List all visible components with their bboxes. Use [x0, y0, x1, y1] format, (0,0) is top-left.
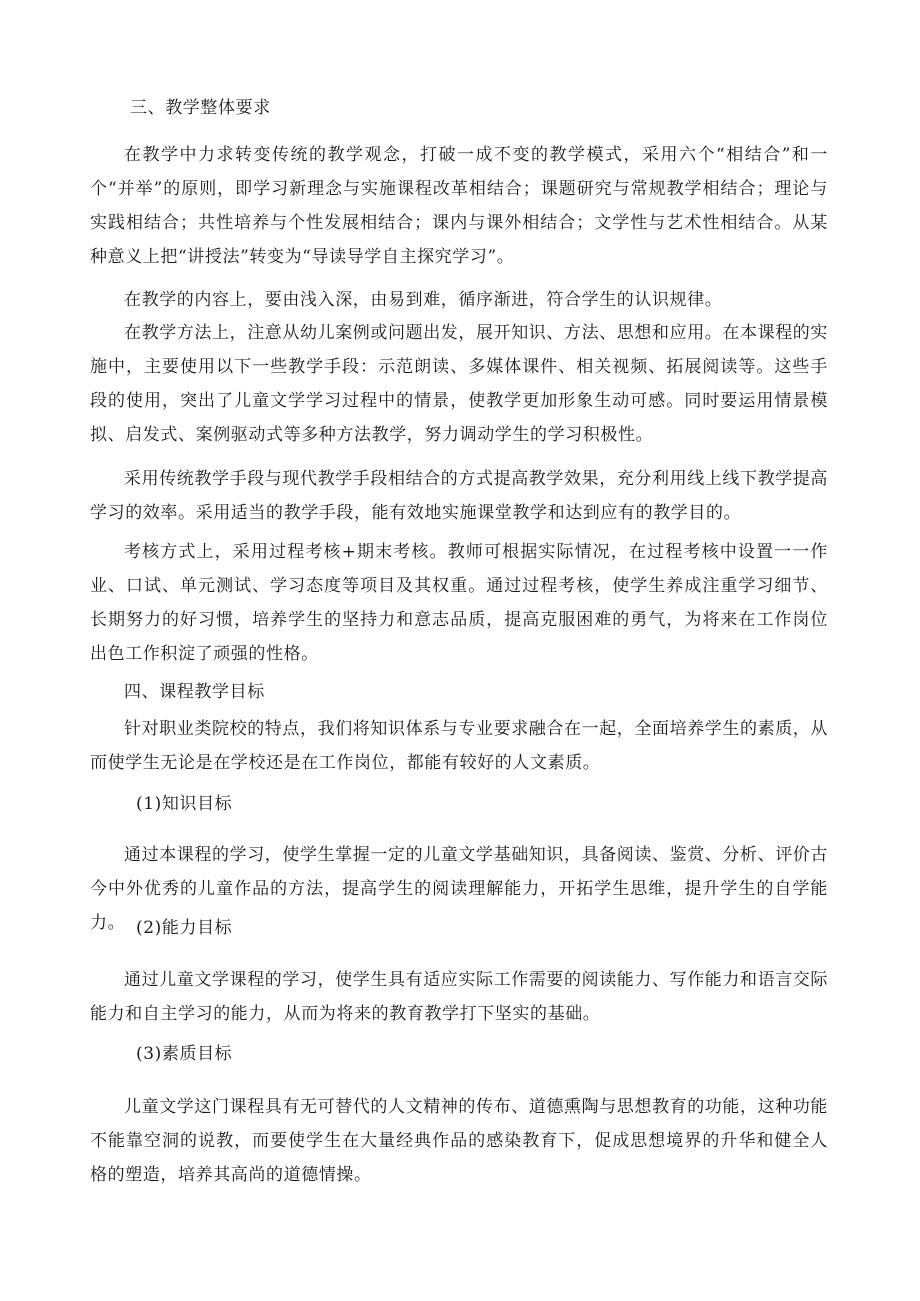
- knowledge-goal-heading: (1)知识目标: [136, 794, 233, 814]
- ability-goal-heading: (2)能力目标: [136, 918, 233, 938]
- quality-goal-heading: (3)素质目标: [136, 1044, 233, 1064]
- paragraph-course-goal: 针对职业类院校的特点，我们将知识体系与专业要求融合在一起，全面培养学生的素质，从而使学生无论是在学校还是在工作岗位，都能有较好的人文素质。: [90, 719, 828, 773]
- paragraph-teaching-method: 在教学方法上，注意从幼儿案例或问题出发，展开知识、方法、思想和应用。在本课程的实施中，主要使用以下一些教学手段：示范朗读、多媒体课件、相关视频、拓展阅读等。这些手段的使用，突出了儿童文学学习过程中的情景，使教学更加形象生动可感。同时要运用情景模拟、启发式、案例驱动式等多种方法教学，努力调动学生的学习积极性。: [90, 323, 828, 445]
- paragraph-teaching-means: 采用传统教学手段与现代教学手段相结合的方式提高教学效果，充分利用线上线下教学提高学习的效率。采用适当的教学手段，能有效地实施课堂教学和达到应有的教学目的。: [90, 469, 828, 523]
- paragraph-ability-goal: 通过儿童文学课程的学习，使学生具有适应实际工作需要的阅读能力、写作能力和语言交际能力和自主学习的能力，从而为将来的教育教学打下坚实的基础。: [90, 970, 828, 1024]
- paragraph-teaching-content: 在教学的内容上，要由浅入深，由易到难，循序渐进，符合学生的认识规律。: [124, 290, 723, 310]
- paragraph-teaching-concept: 在教学中力求转变传统的教学观念，打破一成不变的教学模式，采用六个“相结合”和一个“并举”的原则，即学习新理念与实施课程改革相结合；课题研究与常规教学相结合；理论与实践相结合；共性培养与个性发展相结合；课内与课外相结合；文学性与艺术性相结合。从某种意义上把“讲授法”转变为“导读导学自主探究学习”。: [90, 145, 828, 267]
- paragraph-knowledge-goal: 通过本课程的学习，使学生掌握一定的儿童文学基础知识，具备阅读、鉴赏、分析、评价古今中外优秀的儿童作品的方法，提高学生的阅读理解能力，开拓学生思维，提升学生的自学能力。: [90, 845, 828, 933]
- paragraph-quality-goal: 儿童文学这门课程具有无可替代的人文精神的传布、道德熏陶与思想教育的功能，这种功能不能靠空洞的说教，而要使学生在大量经典作品的感染教育下，促成思想境界的升华和健全人格的塑造，培养其高尚的道德情操。: [90, 1097, 828, 1185]
- section-3-heading: 三、教学整体要求: [130, 98, 271, 118]
- paragraph-assessment: 考核方式上，采用过程考核+期末考核。教师可根据实际情况，在过程考核中设置一一作业、口试、单元测试、学习态度等项目及其权重。通过过程考核，使学生养成注重学习细节、长期努力的好习惯，培养学生的坚持力和意志品质，提高克服困难的勇气，为将来在工作岗位出色工作积淀了顽强的性格。: [90, 542, 828, 664]
- section-4-heading: 四、课程教学目标: [124, 682, 265, 702]
